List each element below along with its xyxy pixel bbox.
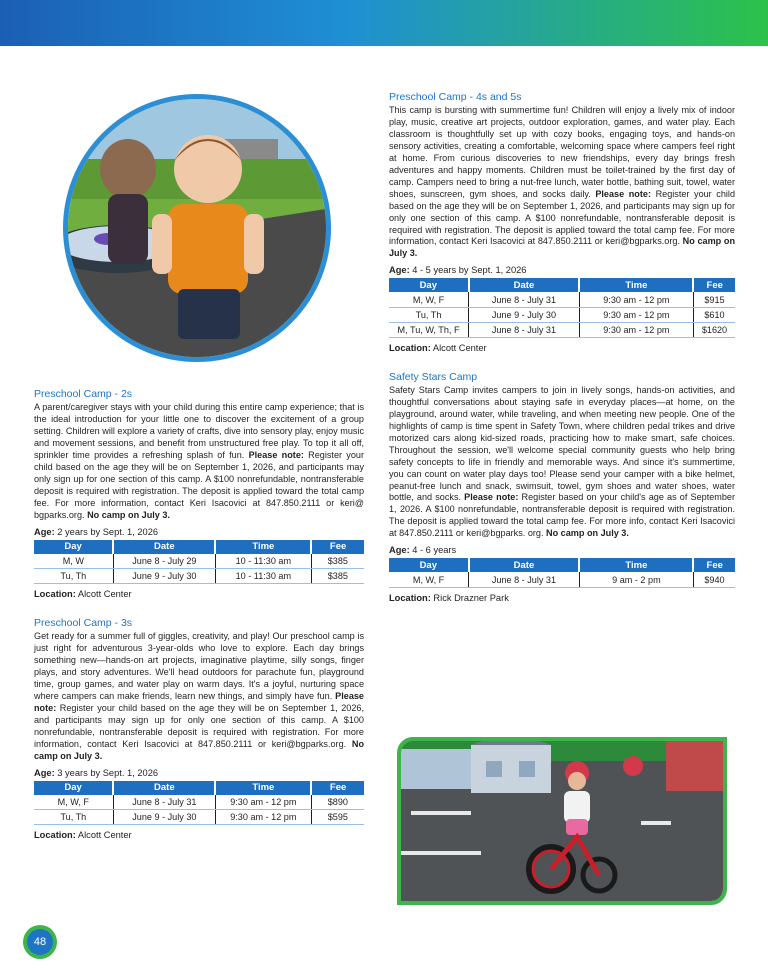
- photo-safety-town-tricycle: [397, 737, 727, 905]
- cell-date: June 8 - July 29: [113, 554, 215, 569]
- cell-date: June 9 - July 30: [113, 569, 215, 584]
- cell-time: 9:30 am - 12 pm: [579, 307, 693, 322]
- cell-day: M, W, F: [389, 292, 469, 307]
- column-header-time: Time: [215, 781, 311, 795]
- cell-day: M, Tu, W, Th, F: [389, 322, 469, 337]
- location: Location: Rick Drazner Park: [389, 592, 509, 603]
- schedule-table: [34, 540, 364, 585]
- cell-date: June 8 - July 31: [469, 292, 580, 307]
- cell-date: June 9 - July 30: [113, 810, 215, 825]
- age-requirement: Age: 4 - 6 years: [389, 545, 457, 556]
- column-header-date: Date: [469, 558, 580, 572]
- cell-time: 9:30 am - 12 pm: [215, 810, 311, 825]
- section-title: Preschool Camp - 4s and 5s: [389, 91, 522, 103]
- table-row: [34, 795, 364, 810]
- table-header-row: [34, 781, 364, 795]
- header-gradient-bar: [0, 0, 768, 46]
- page-number-badge: [23, 925, 57, 959]
- table-header-row: [34, 540, 364, 554]
- column-header-time: Time: [215, 540, 311, 554]
- table-row: [389, 292, 735, 307]
- column-header-fee: Fee: [693, 558, 735, 572]
- column-header-time: Time: [579, 278, 693, 292]
- cell-day: M, W, F: [34, 795, 113, 810]
- location: Location: Alcott Center: [34, 830, 132, 841]
- section-title: Preschool Camp - 3s: [34, 617, 133, 630]
- schedule-table: [389, 558, 735, 588]
- cell-time: 10 - 11:30 am: [215, 569, 311, 584]
- schedule-table: [34, 781, 364, 826]
- column-header-date: Date: [469, 278, 580, 292]
- cell-fee: $890: [311, 795, 364, 810]
- table-row: [34, 554, 364, 569]
- cell-time: 9 am - 2 pm: [579, 572, 693, 587]
- table-row: [389, 572, 735, 587]
- column-header-day: Day: [389, 558, 469, 572]
- section-description: Get ready for a summer full of giggles, creativity, and play! Our preschool camp is just right for adventurous 3-year-olds who love to explore. Each day brings something new—hands-on art projects, imaginative playtime, silly songs, finger plays, and story adventures. We'll head outdoors for parachute fun, playground time, group games, and water play on warm days. It's a joyful, nurturing space where campers can make friends, learn new things, and simply have fun. Please note: Register your child based on the age they will be on September 1, 2026, and participants may sign up for only one section of this camp. A $100 nonrefundable, nontransferable deposit is required with registration. For more information, contact Keri Isacovici at 847.850.2111 or keri@bgparks.org. No camp on July 3.: [34, 631, 364, 761]
- section-title: Safety Stars Camp: [389, 370, 478, 383]
- section-description: A parent/caregiver stays with your child during this entire camp experience; that is the ideal introduction for your little one to discover the excitement of a group setting. Children will explore a variety of crafts, dive into sensory play, enjoy music and movement sessions, and benefit from unstructured free play. To top it all off, sprinkler time provides a refreshing splash of fun. Please note: Register your child based on the age they will be on September 1, 2026, and participants may only sign up for one section of this camp. A $100 nonrefundable, nontransferable deposit is required with registration. The deposit is applied toward the total camp fee. For more information, contact Keri Isacovici at 847.850.2111 or keri@ bgparks.org. No camp on July 3.: [34, 402, 364, 520]
- table-row: [34, 569, 364, 584]
- column-header-day: Day: [34, 781, 113, 795]
- section-preschool-3s: [34, 617, 364, 840]
- cell-fee: $915: [693, 292, 735, 307]
- cell-day: M, W: [34, 554, 113, 569]
- schedule-table: [389, 278, 735, 338]
- table-row: [389, 307, 735, 322]
- cell-fee: $1620: [693, 322, 735, 337]
- page-number: 48: [27, 929, 53, 955]
- location: Location: Alcott Center: [389, 342, 487, 353]
- column-header-time: Time: [579, 558, 693, 572]
- cell-time: 10 - 11:30 am: [215, 554, 311, 569]
- cell-date: June 9 - July 30: [469, 307, 580, 322]
- cell-day: M, W, F: [389, 572, 469, 587]
- cell-time: 9:30 am - 12 pm: [579, 322, 693, 337]
- cell-fee: $595: [311, 810, 364, 825]
- cell-fee: $385: [311, 569, 364, 584]
- cell-day: Tu, Th: [389, 307, 469, 322]
- cell-time: 9:30 am - 12 pm: [215, 795, 311, 810]
- cell-date: June 8 - July 31: [469, 572, 580, 587]
- table-row: [34, 810, 364, 825]
- cell-date: June 8 - July 31: [113, 795, 215, 810]
- left-column: [34, 388, 364, 858]
- cell-day: Tu, Th: [34, 569, 113, 584]
- age-requirement: Age: 3 years by Sept. 1, 2026: [34, 767, 159, 778]
- column-header-date: Date: [113, 540, 215, 554]
- table-row: [389, 322, 735, 337]
- cell-fee: $385: [311, 554, 364, 569]
- column-header-day: Day: [389, 278, 469, 292]
- cell-date: June 8 - July 31: [469, 322, 580, 337]
- cell-fee: $940: [693, 572, 735, 587]
- section-description: This camp is bursting with summertime fun! Children will enjoy a lively mix of indoor play, music, creative art projects, outdoor exploration, games, and water play. Each classroom is thoughtfully set up with cozy books, engaging toys, and hands-on sensory activities, creating a comfortable, welcoming space where campers feel right at home. From curious discoveries to new friendships, every day brings fresh adventures and happy moments. Children must be toilet-trained by the first day of camp. Campers need to bring a nut-free lunch, water bottle, bathing suit, towel, water shoes, sunscreen, gym shoes, and socks daily. Please note: Register your child based on the age they will be on September 1, 2026, and participants may sign up for only one section of this camp. A $100 nonrefundable, nontransferable deposit is required with registration. The deposit is applied toward the total camp fee. For more information, contact Keri Isacovici at 847.850.2111 or keri@bgparks.org. No camp on July 3.: [389, 105, 736, 259]
- column-header-fee: Fee: [693, 278, 735, 292]
- section-preschool-2s: [34, 388, 364, 599]
- cell-fee: $610: [693, 307, 735, 322]
- section-title: Preschool Camp - 2s: [34, 388, 133, 400]
- column-header-day: Day: [34, 540, 113, 554]
- cell-day: Tu, Th: [34, 810, 113, 825]
- table-header-row: [389, 558, 735, 572]
- table-header-row: [389, 278, 735, 292]
- age-requirement: Age: 2 years by Sept. 1, 2026: [34, 526, 159, 537]
- section-description: Safety Stars Camp invites campers to join in lively songs, hands-on activities, and thoughtful conversations about staying safe in everyday places—at home, on the playground, around water, while traveling, and when meeting new people. One of the highlights of camp is time spent in Safety Town, where children pedal trikes and drive motorized cars along kid-sized roads, practicing how to make smart, safe choices. Throughout the session, we'll welcome special community guests who help bring safety concepts to life in friendly and memorable ways. And since it's summertime, you can count on water play days too! Please send your camper with a bike helmet, peanut-free lunch and snack, swimsuit, towel, gym shoes and water shoes, water bottle, and socks. Please note: Register based on your child's age as of September 1, 2026. A $100 nonrefundable, nontransferable deposit is required with registration. The deposit is applied toward the total camp fee. For more info, contact Keri Isacovici at 847.850.2111 or keri@bgparks. org. No camp on July 3.: [389, 384, 736, 539]
- column-header-fee: Fee: [311, 781, 364, 795]
- age-requirement: Age: 4 - 5 years by Sept. 1, 2026: [389, 265, 527, 276]
- location: Location: Alcott Center: [34, 589, 132, 600]
- section-preschool-4s-5s: [389, 91, 735, 353]
- right-column: [389, 91, 735, 621]
- cell-time: 9:30 am - 12 pm: [579, 292, 693, 307]
- column-header-date: Date: [113, 781, 215, 795]
- column-header-fee: Fee: [311, 540, 364, 554]
- section-safety-stars: [389, 371, 735, 603]
- photo-child-water-table: [63, 94, 331, 362]
